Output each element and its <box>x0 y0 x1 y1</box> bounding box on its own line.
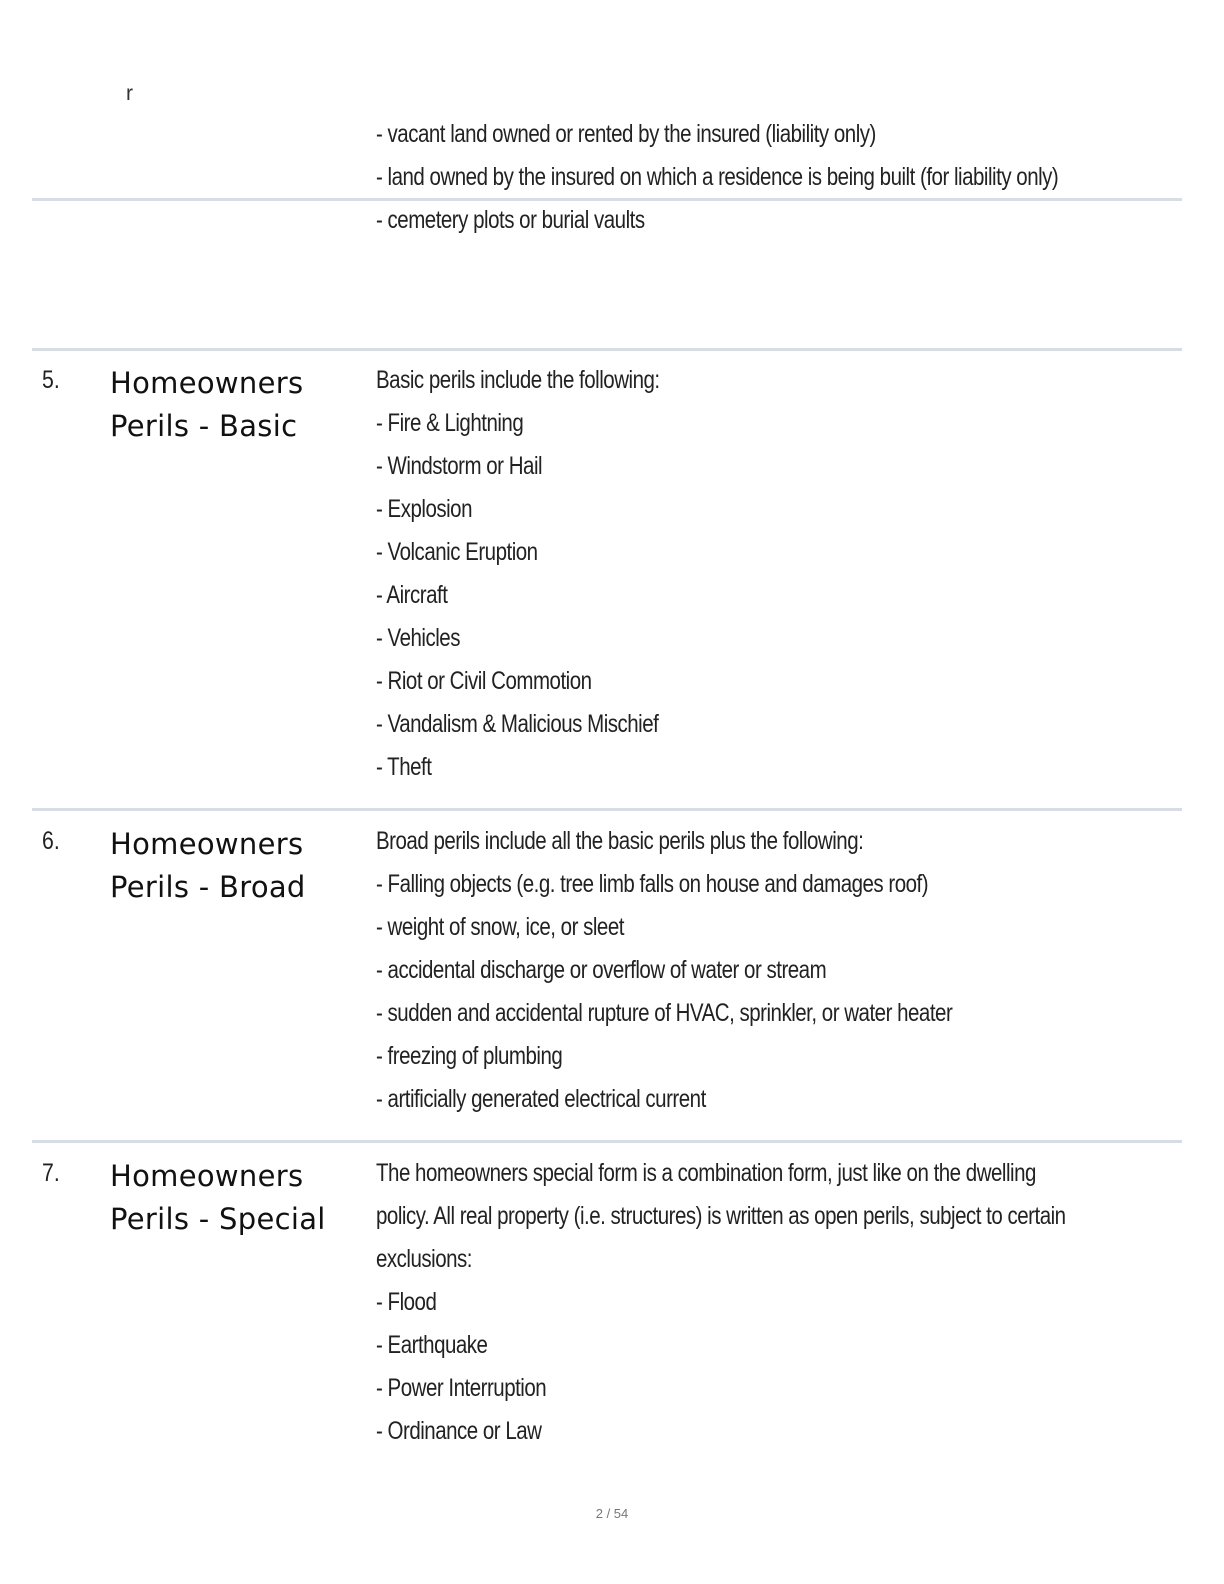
item-term-line: Perils - Broad <box>110 870 306 904</box>
stray-mark: r <box>126 82 133 105</box>
item-term <box>110 823 360 909</box>
definition-line: - Aircraft <box>376 581 448 609</box>
item-number: 5. <box>42 366 60 394</box>
divider <box>32 348 1182 351</box>
divider <box>32 198 1182 201</box>
definition-line: - artificially generated electrical current <box>376 1085 706 1113</box>
definition-line: - weight of snow, ice, or sleet <box>376 913 624 941</box>
definition-line: - Fire & Lightning <box>376 409 524 437</box>
definition-line: - Riot or Civil Commotion <box>376 667 592 695</box>
definition-line: - Vehicles <box>376 624 460 652</box>
definition-line: - Windstorm or Hail <box>376 452 543 480</box>
continuation-line: - vacant land owned or rented by the insured (liability only) <box>376 120 876 148</box>
definition-line: - sudden and accidental rupture of HVAC, sprinkler, or water heater <box>376 999 953 1027</box>
item-number: 7. <box>42 1159 60 1187</box>
definition-line: The homeowners special form is a combination form, just like on the dwelling <box>376 1159 1036 1187</box>
item-term <box>110 1155 360 1241</box>
item-term <box>110 362 360 448</box>
definition-line: - Explosion <box>376 495 473 523</box>
definition-line: - Vandalism & Malicious Mischief <box>376 710 659 738</box>
divider <box>32 808 1182 811</box>
definition-line: - freezing of plumbing <box>376 1042 563 1070</box>
definition-line: - Volcanic Eruption <box>376 538 538 566</box>
item-term-line: Homeowners <box>110 366 304 400</box>
definition-line: - Ordinance or Law <box>376 1417 542 1445</box>
definition-line: exclusions: <box>376 1245 473 1273</box>
continuation-line: - cemetery plots or burial vaults <box>376 206 645 234</box>
definition-line: - Flood <box>376 1288 437 1316</box>
definition-line: Broad perils include all the basic perils plus the following: <box>376 827 864 855</box>
item-term-line: Perils - Basic <box>110 409 298 443</box>
item-number: 6. <box>42 827 60 855</box>
definition-line: - Falling objects (e.g. tree limb falls on house and damages roof) <box>376 870 929 898</box>
continuation-line: - land owned by the insured on which a residence is being built (for liability only) <box>376 163 1059 191</box>
item-term-line: Homeowners <box>110 1159 304 1193</box>
item-term-line: Perils - Special <box>110 1202 326 1236</box>
definition-line: Basic perils include the following: <box>376 366 660 394</box>
definition-line: - Theft <box>376 753 432 781</box>
item-term-line: Homeowners <box>110 827 304 861</box>
definition-line: - accidental discharge or overflow of water or stream <box>376 956 827 984</box>
divider <box>32 1140 1182 1143</box>
definition-line: - Earthquake <box>376 1331 488 1359</box>
definition-line: - Power Interruption <box>376 1374 547 1402</box>
page-indicator: 2 / 54 <box>595 1506 629 1521</box>
definition-line: policy. All real property (i.e. structures) is written as open perils, subject to certain <box>376 1202 1066 1230</box>
